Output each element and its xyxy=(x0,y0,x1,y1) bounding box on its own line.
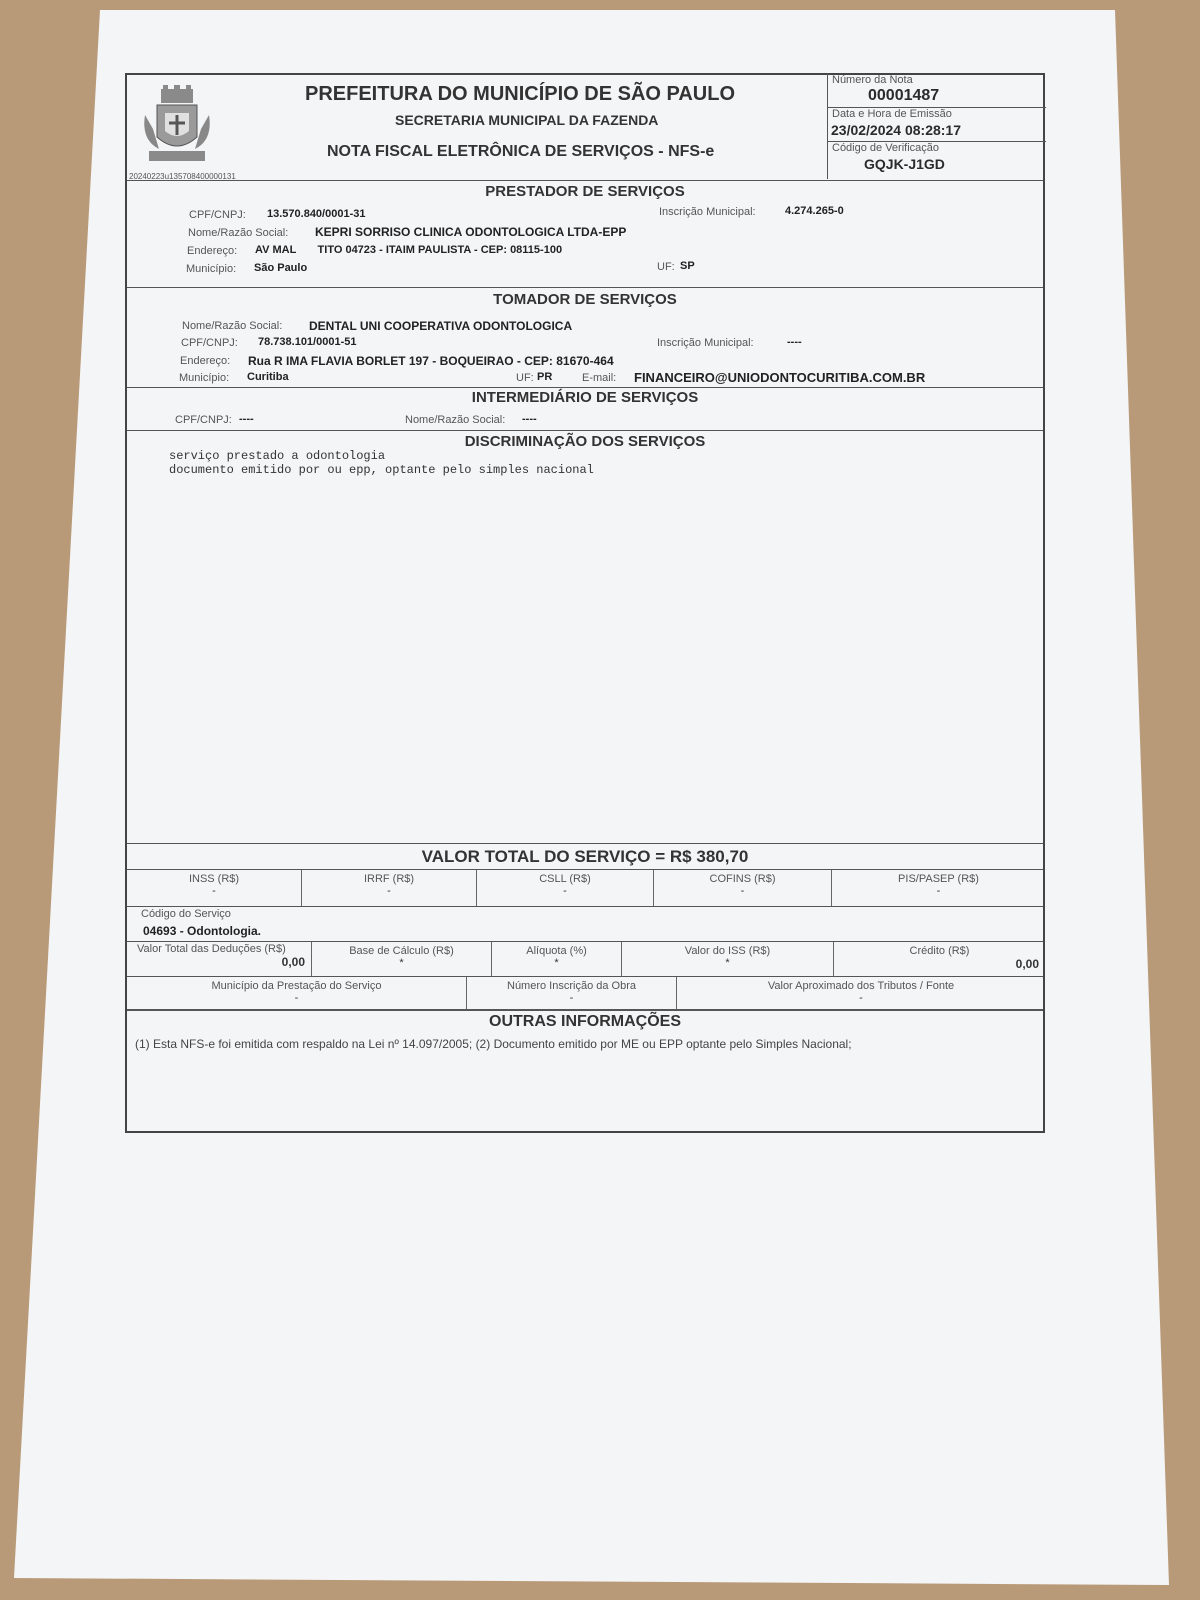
prestador-mun-label: Município: xyxy=(186,263,237,275)
local-obra xyxy=(467,977,677,1009)
local-label: Município da Prestação do Serviço xyxy=(211,980,382,992)
tomador-end-label: Endereço: xyxy=(180,355,231,367)
tomador-title: TOMADOR DE SERVIÇOS xyxy=(493,291,677,308)
outras-text: (1) Esta NFS-e foi emitida com respaldo na Lei nº 14.097/2005; (2) Documento emitido por ME ou EPP optante pelo Simples Nacional; xyxy=(135,1037,852,1051)
prestador-mun-value: São Paulo xyxy=(254,262,308,274)
calculo-label: Crédito (R$) xyxy=(909,945,970,957)
codigo-label: Código de Verificação xyxy=(832,142,940,154)
intermediario-cpf-value: ---- xyxy=(239,413,254,425)
tomador-mun-label: Município: xyxy=(179,372,230,384)
tributo-value: - xyxy=(387,885,391,897)
servico-label: Código do Serviço xyxy=(141,908,231,920)
calculo-label: Valor do ISS (R$) xyxy=(684,945,771,957)
prestador-end-label: Endereço: xyxy=(187,245,238,257)
tomador-uf-value: PR xyxy=(537,371,553,383)
local-label: Valor Aproximado dos Tributos / Fonte xyxy=(767,980,955,992)
doc-title: NOTA FISCAL ELETRÔNICA DE SERVIÇOS - NFS-e xyxy=(327,143,715,160)
local-row xyxy=(127,977,1043,1009)
calculo-value: * xyxy=(725,957,730,969)
local-value: - xyxy=(294,992,299,1004)
tomador-cpf-label: CPF/CNPJ: xyxy=(181,337,238,349)
calculo-deducoes xyxy=(127,942,312,976)
coat-of-arms-logo xyxy=(139,85,215,167)
calculo-iss xyxy=(622,942,834,976)
calculo-value: 0,00 xyxy=(1015,957,1039,971)
calculo-value: * xyxy=(554,957,559,969)
intermediario-nome-label: Nome/Razão Social: xyxy=(405,414,506,426)
nota-info-box xyxy=(827,73,1046,179)
prestador-nome-label: Nome/Razão Social: xyxy=(188,227,289,239)
local-municipio xyxy=(127,977,467,1009)
calculo-aliquota xyxy=(492,942,622,976)
header-subtitle: SECRETARIA MUNICIPAL DA FAZENDA xyxy=(395,112,659,128)
tomador-cpf-value: 78.738.101/0001-51 xyxy=(258,336,357,348)
discriminacao-line-1: serviço prestado a odontologia xyxy=(169,449,386,463)
outras-title: OUTRAS INFORMAÇÕES xyxy=(489,1013,681,1030)
prestador-title: PRESTADOR DE SERVIÇOS xyxy=(485,183,685,200)
numero-label: Número da Nota xyxy=(832,74,913,86)
tributo-value: - xyxy=(740,885,745,897)
tomador-end-value: Rua R IMA FLAVIA BORLET 197 - BOQUEIRAO - CEP: 81670-464 xyxy=(248,354,614,368)
calculo-credito xyxy=(834,942,1045,976)
tributo-label: INSS (R$) xyxy=(188,873,240,885)
tributo-label: CSLL (R$) xyxy=(539,873,591,885)
data-label: Data e Hora de Emissão xyxy=(832,108,952,120)
prestador-cpf-value: 13.570.840/0001-31 xyxy=(267,208,366,220)
servico-value: 04693 - Odontologia. xyxy=(143,924,262,938)
tomador-nome-label: Nome/Razão Social: xyxy=(182,320,283,332)
prestador-uf-label: UF: xyxy=(657,261,675,273)
calculo-base xyxy=(312,942,492,976)
prestador-im-label: Inscrição Municipal: xyxy=(659,206,756,218)
data-value: 23/02/2024 08:28:17 xyxy=(831,122,961,138)
calculo-label: Base de Cálculo (R$) xyxy=(349,945,454,957)
tributo-label: IRRF (R$) xyxy=(363,873,415,885)
intermediario-cpf-label: CPF/CNPJ: xyxy=(175,414,232,426)
prestador-im-value: 4.274.265-0 xyxy=(785,205,844,217)
tomador-im-label: Inscrição Municipal: xyxy=(657,337,754,349)
tributo-csll xyxy=(477,870,654,906)
header-title: PREFEITURA DO MUNICÍPIO DE SÃO PAULO xyxy=(305,83,736,105)
tomador-nome-value: DENTAL UNI COOPERATIVA ODONTOLOGICA xyxy=(309,319,573,333)
prestador-uf-value: SP xyxy=(680,260,695,272)
tributo-value: - xyxy=(936,885,941,897)
tributo-pis-pasep xyxy=(832,870,1045,906)
intermediario-nome-value: ---- xyxy=(522,413,537,425)
nfse-document xyxy=(125,73,1045,1133)
prestador-cpf-label: CPF/CNPJ: xyxy=(189,209,246,221)
barcode-number: 20240223u135708400000131 xyxy=(129,172,236,181)
tomador-email-label: E-mail: xyxy=(582,372,617,384)
prestador-end-value: AV MAL TITO 04723 - ITAIM PAULISTA - CEP: 08115-100 xyxy=(255,244,563,256)
discriminacao-line-2: documento emitido por ou epp, optante pelo simples nacional xyxy=(169,463,594,477)
codigo-value: GQJK-J1GD xyxy=(864,156,945,172)
tomador-im-value: ---- xyxy=(787,336,802,348)
tributo-label: COFINS (R$) xyxy=(709,873,776,885)
local-label: Número Inscrição da Obra xyxy=(507,980,636,992)
local-tributos xyxy=(677,977,1045,1009)
tributo-label: PIS/PASEP (R$) xyxy=(898,873,979,885)
tributo-value: - xyxy=(563,885,567,897)
calculo-label: Alíquota (%) xyxy=(526,945,587,957)
discriminacao-title: DISCRIMINAÇÃO DOS SERVIÇOS xyxy=(464,433,706,450)
tomador-uf-label: UF: xyxy=(516,372,534,384)
calculo-value: 0,00 xyxy=(281,955,305,969)
tributo-irrf xyxy=(302,870,477,906)
intermediario-title: INTERMEDIÁRIO DE SERVIÇOS xyxy=(471,389,699,406)
calculo-label: Valor Total das Deduções (R$) xyxy=(137,943,286,955)
tributo-value: - xyxy=(212,885,216,897)
calculo-row xyxy=(127,942,1043,976)
prestador-nome-value: KEPRI SORRISO CLINICA ODONTOLOGICA LTDA-EPP xyxy=(315,225,627,239)
local-value: - xyxy=(569,992,574,1004)
tributos-row xyxy=(127,870,1043,906)
local-value: - xyxy=(859,992,863,1004)
valor-total: VALOR TOTAL DO SERVIÇO = R$ 380,70 xyxy=(421,847,749,866)
tomador-mun-value: Curitiba xyxy=(247,371,289,383)
tributo-cofins xyxy=(654,870,832,906)
tomador-email-value: FINANCEIRO@UNIODONTOCURITIBA.COM.BR xyxy=(634,370,926,385)
tributo-inss xyxy=(127,870,302,906)
calculo-value: * xyxy=(399,957,404,969)
numero-value: 00001487 xyxy=(868,87,940,104)
